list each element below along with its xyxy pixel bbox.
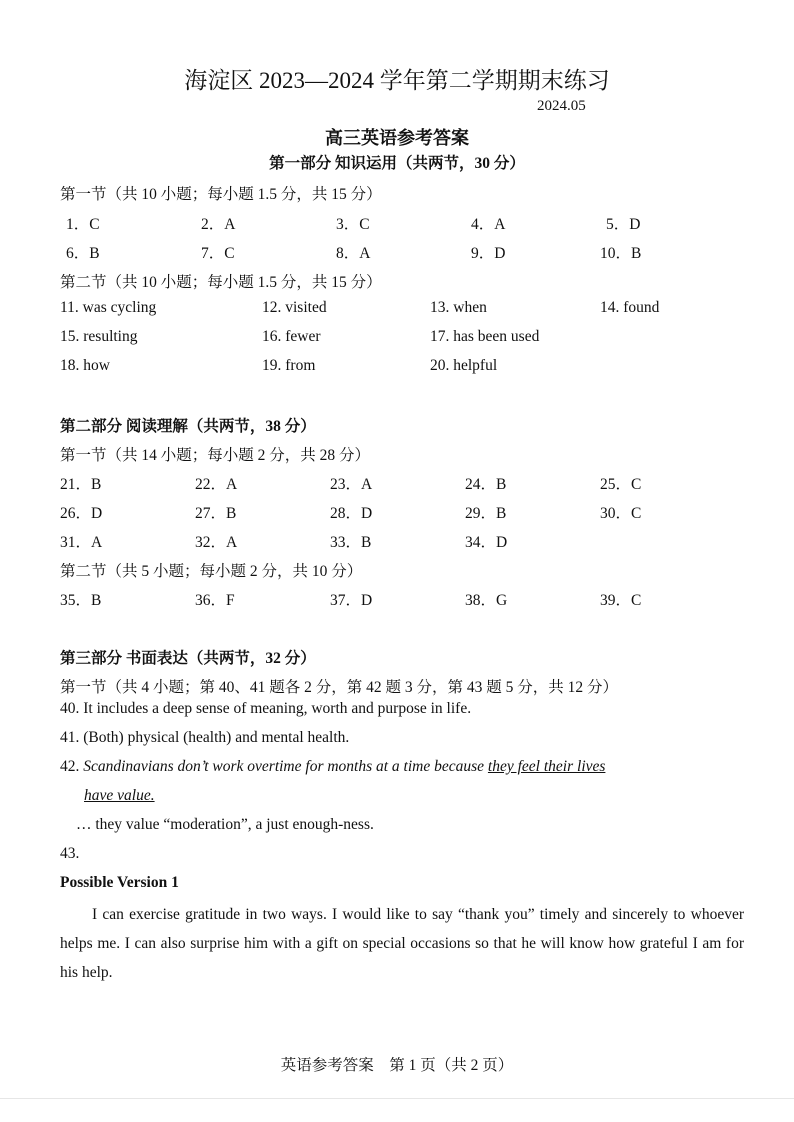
answer-item: 39．C bbox=[600, 592, 642, 609]
answer-item: 31．A bbox=[60, 534, 103, 551]
answer-item: 15. resulting bbox=[60, 328, 138, 345]
answer-item: 10．B bbox=[600, 245, 642, 262]
answer-item: 24．B bbox=[465, 476, 507, 493]
answer-q43: 43. bbox=[60, 845, 80, 862]
document-date: 2024.05 bbox=[537, 98, 586, 114]
part2-heading: 第二部分 阅读理解（共两节，38 分） bbox=[60, 418, 316, 435]
part2-section1-heading: 第一节（共 14 小题；每小题 2 分，共 28 分） bbox=[60, 447, 371, 464]
answer-item: 35．B bbox=[60, 592, 102, 609]
part1-section1-heading: 第一节（共 10 小题；每小题 1.5 分，共 15 分） bbox=[60, 186, 382, 203]
answer-item: 16. fewer bbox=[262, 328, 321, 345]
answer-item: 3．C bbox=[336, 216, 370, 233]
answer-item: 19. from bbox=[262, 357, 316, 374]
answer-item: 1．C bbox=[66, 216, 100, 233]
possible-version-label: Possible Version 1 bbox=[60, 874, 179, 891]
part1-section2-heading: 第二节（共 10 小题；每小题 1.5 分，共 15 分） bbox=[60, 274, 382, 291]
answer-item: 6．B bbox=[66, 245, 100, 262]
answer-item: 23．A bbox=[330, 476, 373, 493]
answer-item: 26．D bbox=[60, 505, 103, 522]
part3-section1-heading: 第一节（共 4 小题；第 40、41 题各 2 分，第 42 题 3 分，第 43 题 5 分，共 12 分） bbox=[60, 679, 619, 696]
q42-number: 42. bbox=[60, 758, 84, 775]
answer-item: 22．A bbox=[195, 476, 238, 493]
page-footer: 英语参考答案 第 1 页（共 2 页） bbox=[280, 1057, 514, 1074]
answer-item: 32．A bbox=[195, 534, 238, 551]
answer-item: 11. was cycling bbox=[60, 299, 157, 316]
q42-statement: Scandinavians don’t work overtime for months at a time because bbox=[83, 758, 488, 775]
answer-item: 30．C bbox=[600, 505, 642, 522]
answer-item: 2．A bbox=[201, 216, 236, 233]
answer-item: 4．A bbox=[471, 216, 506, 233]
answer-item: 12. visited bbox=[262, 299, 327, 316]
answer-item: 38．G bbox=[465, 592, 508, 609]
answer-item: 20. helpful bbox=[430, 357, 498, 374]
answer-item: 7．C bbox=[201, 245, 235, 262]
q42-underlined-answer: they feel their lives bbox=[487, 758, 606, 775]
answer-item: 9．D bbox=[471, 245, 506, 262]
answer-item: 33．B bbox=[330, 534, 372, 551]
answer-item: 29．B bbox=[465, 505, 507, 522]
q42-underlined-answer-continued: have value. bbox=[84, 787, 155, 804]
answer-item: 17. has been used bbox=[430, 328, 540, 345]
part1-heading: 第一部分 知识运用（共两节，30 分） bbox=[269, 155, 525, 172]
answer-item: 21．B bbox=[60, 476, 102, 493]
answer-item: 37．D bbox=[330, 592, 373, 609]
answer-q42 bbox=[60, 758, 605, 776]
answer-item: 18. how bbox=[60, 357, 110, 374]
bottom-divider bbox=[0, 1098, 794, 1099]
answer-item: 27．B bbox=[195, 505, 237, 522]
answer-q40: 40. It includes a deep sense of meaning, worth and purpose in life. bbox=[60, 700, 472, 717]
part3-heading: 第三部分 书面表达（共两节，32 分） bbox=[60, 650, 316, 667]
answer-q41: 41. (Both) physical (health) and mental health. bbox=[60, 729, 350, 746]
answer-item: 5．D bbox=[606, 216, 641, 233]
answer-item: 28．D bbox=[330, 505, 373, 522]
answer-item: 36．F bbox=[195, 592, 235, 609]
answer-item: 25．C bbox=[600, 476, 642, 493]
possible-version-text: I can exercise gratitude in two ways. I would like to say “thank you” timely and sincerely to whoever helps me. I can also surprise him with a gift on special occasions so that he will know how grateful I am for his help. bbox=[60, 906, 744, 981]
document-title: 海淀区 2023—2024 学年第二学期期末练习 bbox=[184, 68, 610, 93]
answer-item: 8．A bbox=[336, 245, 371, 262]
answer-item: 13. when bbox=[430, 299, 487, 316]
answer-item: 34．D bbox=[465, 534, 508, 551]
q42-alternative-answer: … they value “moderation”, a just enough-ness. bbox=[76, 816, 374, 833]
part2-section2-heading: 第二节（共 5 小题；每小题 2 分，共 10 分） bbox=[60, 563, 363, 580]
answer-item: 14. found bbox=[600, 299, 660, 316]
document-subtitle: 高三英语参考答案 bbox=[325, 128, 469, 148]
